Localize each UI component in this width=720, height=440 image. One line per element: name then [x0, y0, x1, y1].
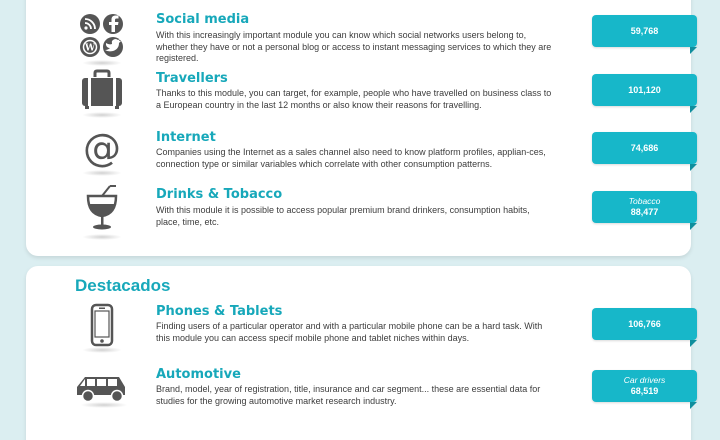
icon-shadow — [82, 170, 122, 176]
stat-value: 106,766 — [628, 318, 661, 329]
icon-shadow — [80, 402, 128, 408]
stat-badge-automotive — [592, 370, 697, 402]
stat-badge-social-media — [592, 15, 697, 47]
stat-value: 68,519 — [630, 386, 659, 396]
section-title: Destacados — [75, 276, 171, 295]
stat-value: 101,120 — [628, 84, 661, 95]
stat-value: 74,686 — [630, 142, 659, 153]
cocktail-glass-icon — [76, 184, 128, 232]
smartphone-icon — [76, 302, 128, 350]
icon-shadow — [82, 234, 122, 240]
stat-label: Tobacco — [628, 196, 661, 206]
icon-shadow — [82, 112, 122, 118]
icon-shadow — [82, 347, 122, 353]
module-description: Brand, model, year of registration, title, insurance and car segment... these are essential data for studies for the growing automotive market research industry. — [156, 384, 541, 406]
module-title: Travellers — [156, 71, 228, 86]
module-description: With this increasingly important module you can know which social networks users belong to, whether they have or not a personal blog or access to instant messaging services to which they are registered. — [156, 30, 552, 63]
module-description: Companies using the Internet as a sales channel also need to know platform profiles, applian-ces, connection type or similar variables which correlate with other consumption patterns. — [156, 147, 546, 169]
stat-badge-internet — [592, 132, 697, 164]
module-title: Automotive — [156, 367, 241, 382]
social-network-icons — [76, 12, 128, 60]
stat-badge-phones-tablets — [592, 308, 697, 340]
module-title: Social media — [156, 12, 250, 27]
module-description: Thanks to this module, you can target, for example, people who have travelled on business class to a European country in the last 12 months or also know their reasons for travelling. — [156, 88, 552, 110]
stat-value: 88,477 — [630, 207, 659, 217]
module-title: Internet — [156, 130, 216, 145]
module-title: Drinks & Tobacco — [156, 187, 283, 202]
module-description: With this module it is possible to access popular premium brand drinkers, consumption habits, place, time, etc. — [156, 205, 530, 227]
suitcase-icon — [76, 66, 128, 114]
svg-text:@: @ — [83, 126, 121, 170]
module-description: Finding users of a particular operator and with a particular mobile phone can be a hard task. With this module you can access specif mobile phone and tablet niches within days. — [156, 321, 543, 343]
stat-label: Car drivers — [623, 375, 666, 385]
at-sign-icon — [76, 124, 128, 172]
stat-badge-drinks-tobacco — [592, 191, 697, 223]
stat-badge-travellers — [592, 74, 697, 106]
module-title: Phones & Tablets — [156, 304, 283, 319]
stat-value: 59,768 — [630, 25, 659, 36]
svg-text:W: W — [84, 43, 96, 54]
